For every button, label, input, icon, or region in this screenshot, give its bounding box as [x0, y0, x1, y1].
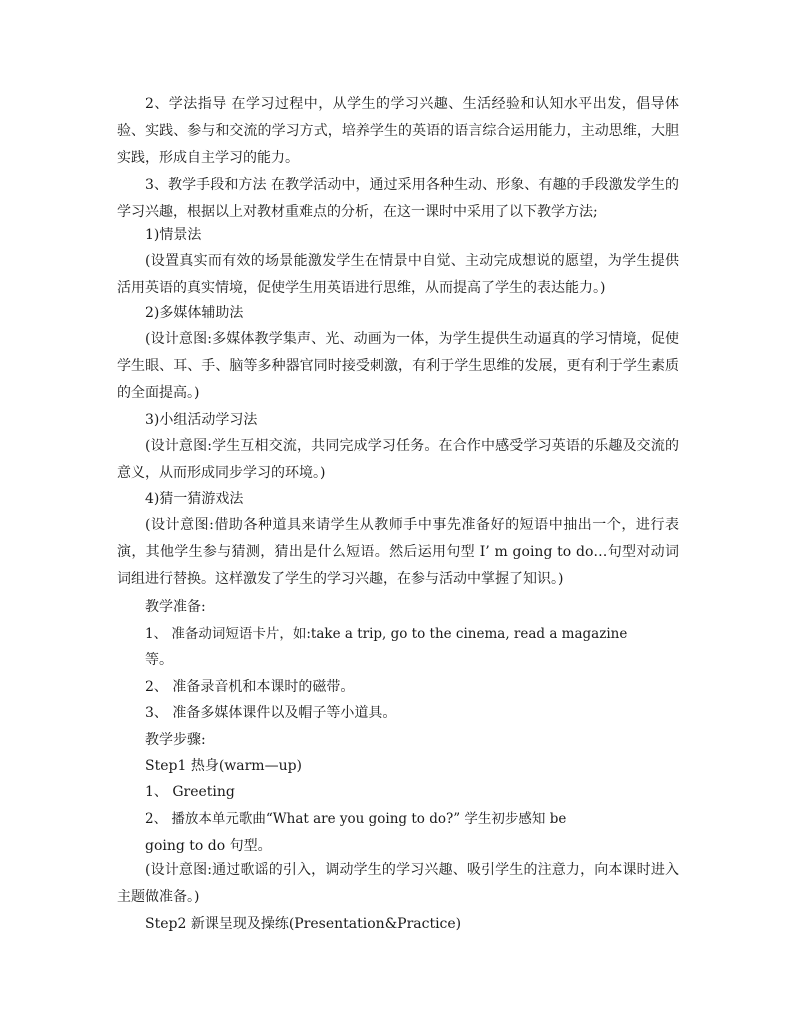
- method-4-title: 4)猜一猜游戏法: [145, 491, 244, 507]
- prep-heading: 教学准备:: [145, 599, 206, 615]
- step-1-item-1: 1、 Greeting: [145, 784, 235, 800]
- method-2-description: (设计意图:多媒体教学集声、光、动画为一体，为学生提供生动逼真的学习情境，促使学生眼、耳、手、脑等多种器官同时接受刺激，有利于学生思维的发展，更有利于学生素质的全面提高。): [117, 331, 679, 402]
- method-3-title: 3)小组活动学习法: [145, 412, 258, 428]
- prep-item-1: 1、 准备动词短语卡片，如:take a trip, go to the cinema, read a magazine: [145, 626, 628, 642]
- method-4-description: (设计意图:借助各种道具来请学生从教师手中事先准备好的短语中抽出一个，进行表演，其他学生参与猜测，猜出是什么短语。然后运用句型 I’ m going to do…句型对动词词组进行替换。这样激发了学生的学习兴趣，在参与活动中掌握了知识。): [117, 517, 679, 588]
- paragraph-teaching-means: 3、教学手段和方法 在教学活动中，通过采用各种生动、形象、有趣的手段激发学生的学习兴趣，根据以上对教材重难点的分析，在这一课时中采用了以下教学方法;: [117, 177, 679, 221]
- steps-heading: 教学步骤:: [145, 732, 206, 748]
- step-1-item-2-cont: going to do 句型。: [145, 838, 272, 854]
- step-2-heading: Step2 新课呈现及操练(Presentation&Practice): [145, 916, 462, 932]
- method-1-title: 1)情景法: [145, 227, 202, 243]
- method-2-title: 2)多媒体辅助法: [145, 305, 244, 321]
- step-1-design-note: (设计意图:通过歌谣的引入，调动学生的学习兴趣、吸引学生的注意力，向本课时进入主题做准备。): [117, 862, 679, 906]
- paragraph-study-method: 2、学法指导 在学习过程中，从学生的学习兴趣、生活经验和认知水平出发，倡导体验、实践、参与和交流的学习方式，培养学生的英语的语言综合运用能力，主动思维，大胆实践，形成自主学习的能力。: [117, 96, 679, 167]
- method-1-description: (设置真实而有效的场景能激发学生在情景中自觉、主动完成想说的愿望，为学生提供活用英语的真实情境，促使学生用英语进行思维，从而提高了学生的表达能力。): [117, 253, 679, 297]
- prep-item-3: 3、 准备多媒体课件以及帽子等小道具。: [145, 705, 397, 721]
- step-1-heading: Step1 热身(warm—up): [145, 758, 303, 774]
- prep-item-2: 2、 准备录音机和本课时的磁带。: [145, 679, 355, 695]
- prep-item-1-cont: 等。: [145, 652, 173, 668]
- step-1-item-2: 2、 播放本单元歌曲“What are you going to do?” 学生初步感知 be: [145, 811, 567, 827]
- method-3-description: (设计意图:学生互相交流，共同完成学习任务。在合作中感受学习英语的乐趣及交流的意义，从而形成同步学习的环境。): [117, 438, 679, 482]
